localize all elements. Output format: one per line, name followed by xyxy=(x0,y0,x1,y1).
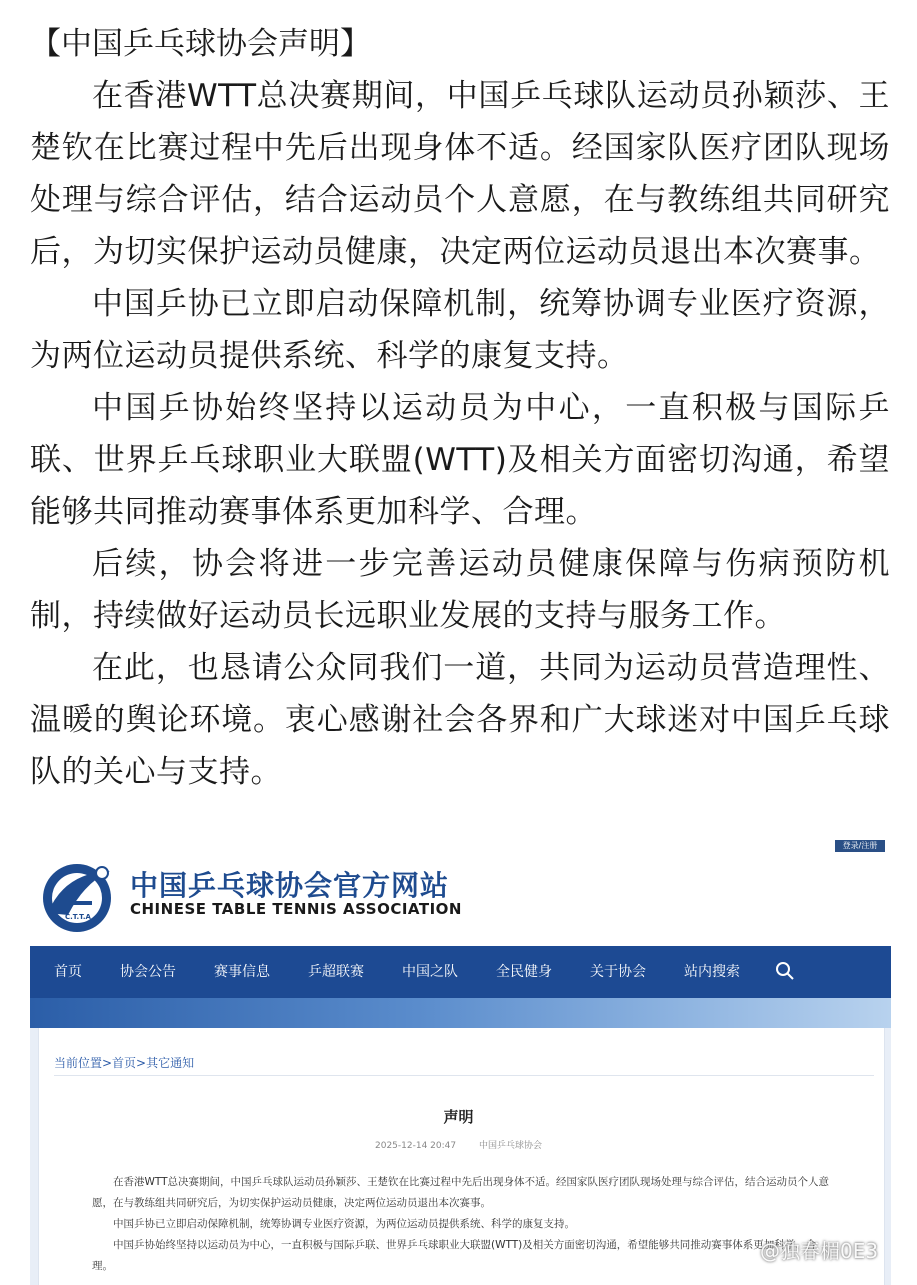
main-navigation xyxy=(30,946,891,998)
website-screenshot xyxy=(0,830,917,1285)
article-paragraph: 中国乒协已立即启动保障机制，统筹协调专业医疗资源，为两位运动员提供系统、科学的康复支持。 xyxy=(113,1218,575,1230)
article-meta xyxy=(0,1138,917,1151)
ctta-logo-icon[interactable] xyxy=(34,853,120,939)
nav-announcements[interactable]: 协会公告 xyxy=(120,964,176,980)
breadcrumb[interactable]: 当前位置>首页>其它通知 xyxy=(54,1056,195,1070)
article-paragraph: 在香港WTT总决赛期间，中国乒乓球队运动员孙颖莎、王楚钦在比赛过程中先后出现身体不适。经国家队医疗团队现场处理与综合评估，结合运动员个人意愿，在与教练组共同研究后，为切实保护运动员健康，决定两位运动员退出本次赛事。 xyxy=(92,1176,830,1209)
ctta-emblem-text: C.T.T.A xyxy=(65,913,91,921)
statement-paragraph: 在此，也恳请公众同我们一道，共同为运动员营造理性、温暖的舆论环境。衷心感谢社会各界和广大球迷对中国乒乓球队的关心与支持。 xyxy=(30,650,890,790)
article-source: 中国乒乓球协会 xyxy=(478,1141,542,1151)
nav-about[interactable]: 关于协会 xyxy=(590,964,646,980)
nav-events[interactable]: 赛事信息 xyxy=(214,964,270,980)
statement-paragraph: 中国乒协始终坚持以运动员为中心，一直积极与国际乒联、世界乒乓球职业大联盟(WTT)及相关方面密切沟通，希望能够共同推动赛事体系更加科学、合理。 xyxy=(30,390,890,530)
statement-paragraph: 后续，协会将进一步完善运动员健康保障与伤病预防机制，持续做好运动员长远职业发展的支持与服务工作。 xyxy=(30,546,890,634)
divider xyxy=(54,1075,874,1076)
nav-national-team[interactable]: 中国之队 xyxy=(402,964,458,980)
nav-site-search[interactable]: 站内搜索 xyxy=(684,964,740,980)
watermark-text: @独春楣0E3 xyxy=(760,1239,879,1263)
header-banner xyxy=(30,998,891,1028)
statement-paragraph: 在香港WTT总决赛期间，中国乒乓球队运动员孙颖莎、王楚钦在比赛过程中先后出现身体不适。经国家队医疗团队现场处理与综合评估，结合运动员个人意愿，在与教练组共同研究后，为切实保护运动员健康，决定两位运动员退出本次赛事。 xyxy=(30,78,890,270)
article-body xyxy=(92,1172,836,1277)
site-title-en: CHINESE TABLE TENNIS ASSOCIATION xyxy=(130,900,462,918)
article-title: 声明 xyxy=(443,1108,474,1126)
login-register-link[interactable]: 登录/注册 xyxy=(835,840,885,852)
search-icon[interactable] xyxy=(775,961,795,981)
statement-paragraph: 中国乒协已立即启动保障机制，统筹协调专业医疗资源，为两位运动员提供系统、科学的康复支持。 xyxy=(30,286,890,374)
site-title-cn: 中国乒乓球协会官方网站 xyxy=(130,869,450,902)
nav-home[interactable]: 首页 xyxy=(54,964,82,980)
statement-block xyxy=(30,18,890,798)
article-date: 2025-12-14 20:47 xyxy=(375,1141,457,1151)
article-paragraph: 中国乒协始终坚持以运动员为中心，一直积极与国际乒联、世界乒乓球职业大联盟(WTT)及相关方面密切沟通，希望能够共同推动赛事体系更加科学、合理。 xyxy=(92,1239,817,1272)
nav-fitness[interactable]: 全民健身 xyxy=(496,964,552,980)
nav-super-league[interactable]: 乒超联赛 xyxy=(308,964,364,980)
statement-heading: 【中国乒乓球协会声明】 xyxy=(30,26,371,62)
